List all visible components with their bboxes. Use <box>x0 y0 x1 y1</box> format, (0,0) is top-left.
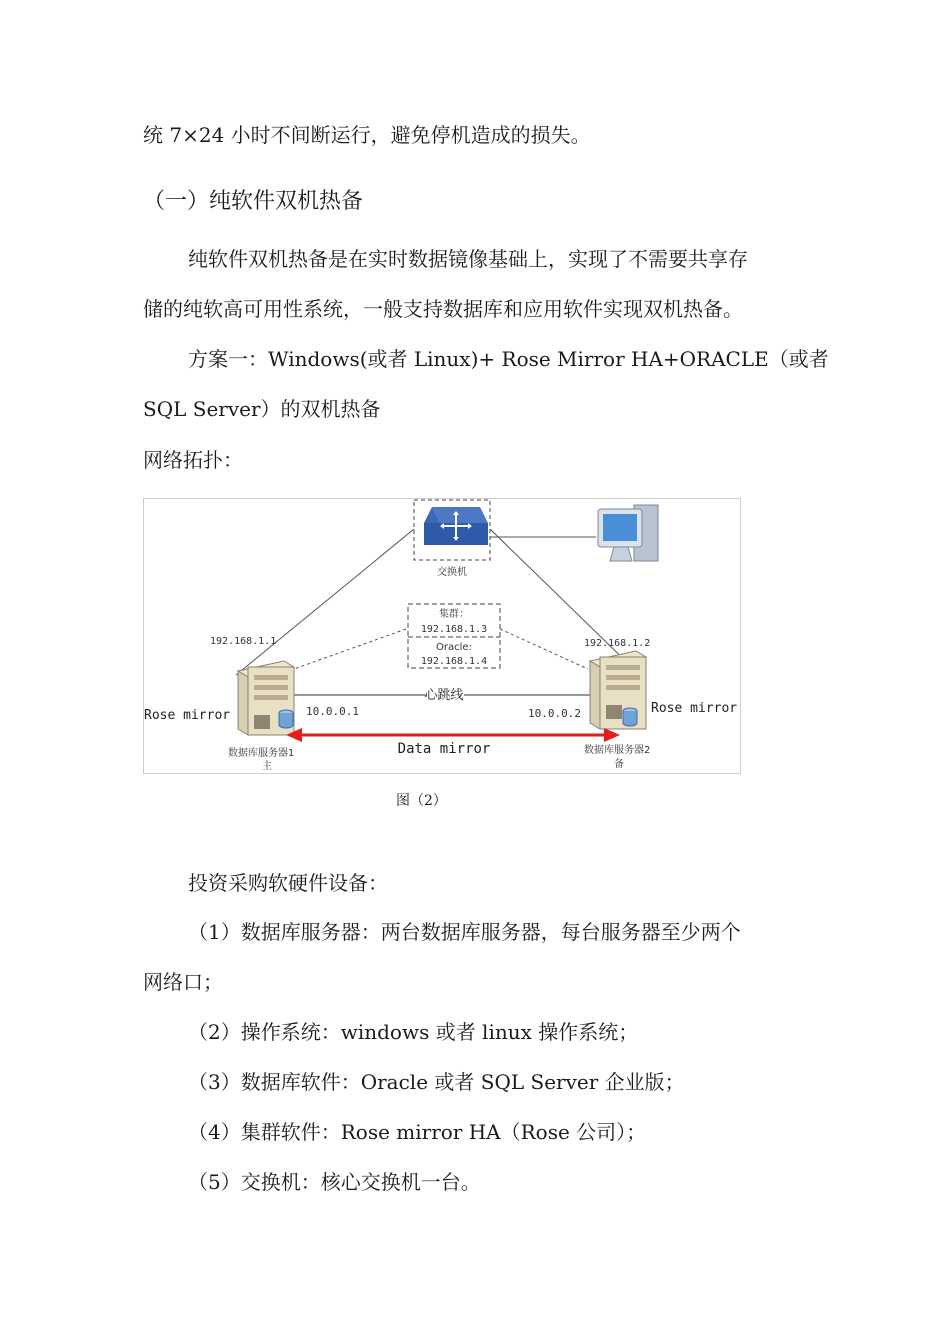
server2-heartbeat-ip: 10.0.0.2 <box>528 707 581 720</box>
paragraph-line: 纯软件双机热备是在实时数据镜像基础上，实现了不需要共享存 <box>188 247 748 271</box>
paragraph-line: 储的纯软高可用性系统，一般支持数据库和应用软件实现双机热备。 <box>143 297 743 321</box>
list-item: （2）操作系统：windows 或者 linux 操作系统； <box>188 1020 639 1044</box>
list-item: （3）数据库软件：Oracle 或者 SQL Server 企业版； <box>188 1070 685 1094</box>
rose-mirror-left: Rose mirror <box>144 708 231 723</box>
link-cluster-server1 <box>294 629 406 669</box>
server-2-icon <box>590 651 646 729</box>
rose-mirror-right: Rose mirror <box>651 701 738 716</box>
link-cluster-server2 <box>500 629 588 669</box>
switch-icon <box>414 500 490 560</box>
data-mirror-arrow <box>286 728 620 742</box>
server1-ip: 192.168.1.1 <box>210 636 277 647</box>
list-item: （5）交换机：核心交换机一台。 <box>188 1170 481 1194</box>
cluster-ip-box <box>408 604 500 668</box>
cluster-ip: 192.168.1.3 <box>420 624 488 635</box>
server2-name: 数据库服务器2 <box>584 745 651 756</box>
list-item: （4）集群软件：Rose mirror HA（Rose 公司）； <box>188 1120 647 1144</box>
server1-heartbeat-ip: 10.0.0.1 <box>306 705 359 718</box>
oracle-ip: 192.168.1.4 <box>420 656 488 667</box>
scheme-line: SQL Server）的双机热备 <box>143 397 381 421</box>
scheme-line: 方案一：Windows(或者 Linux)+ Rose Mirror HA+ORACLE（或者 <box>188 347 829 371</box>
server2-role: 备 <box>614 759 624 770</box>
server2-ip: 192.168.1.2 <box>584 638 651 649</box>
heartbeat-label: 心跳线 <box>424 688 464 703</box>
section-heading: （一）纯软件双机热备 <box>143 189 364 214</box>
text-line-continuation: 统 7×24 小时不间断运行，避免停机造成的损失。 <box>143 123 591 147</box>
server1-name: 数据库服务器1 <box>228 748 295 759</box>
figure-caption: 图（2） <box>396 793 447 809</box>
computer-icon <box>598 505 658 561</box>
list-item: （1）数据库服务器：两台数据库服务器，每台服务器至少两个 <box>188 920 741 944</box>
cluster-label: 集群： <box>439 609 469 620</box>
invest-heading: 投资采购软硬件设备： <box>188 871 388 895</box>
link-switch-server1 <box>236 529 414 675</box>
data-mirror-label: Data mirror <box>397 741 491 757</box>
topology-label: 网络拓扑： <box>143 448 243 472</box>
switch-label: 交换机 <box>437 567 467 578</box>
list-item-continuation: 网络口； <box>143 970 223 994</box>
server1-role: 主 <box>262 761 272 772</box>
oracle-label: Oracle: <box>436 642 472 653</box>
server-1-icon <box>238 661 294 735</box>
network-topology-figure <box>143 498 741 774</box>
